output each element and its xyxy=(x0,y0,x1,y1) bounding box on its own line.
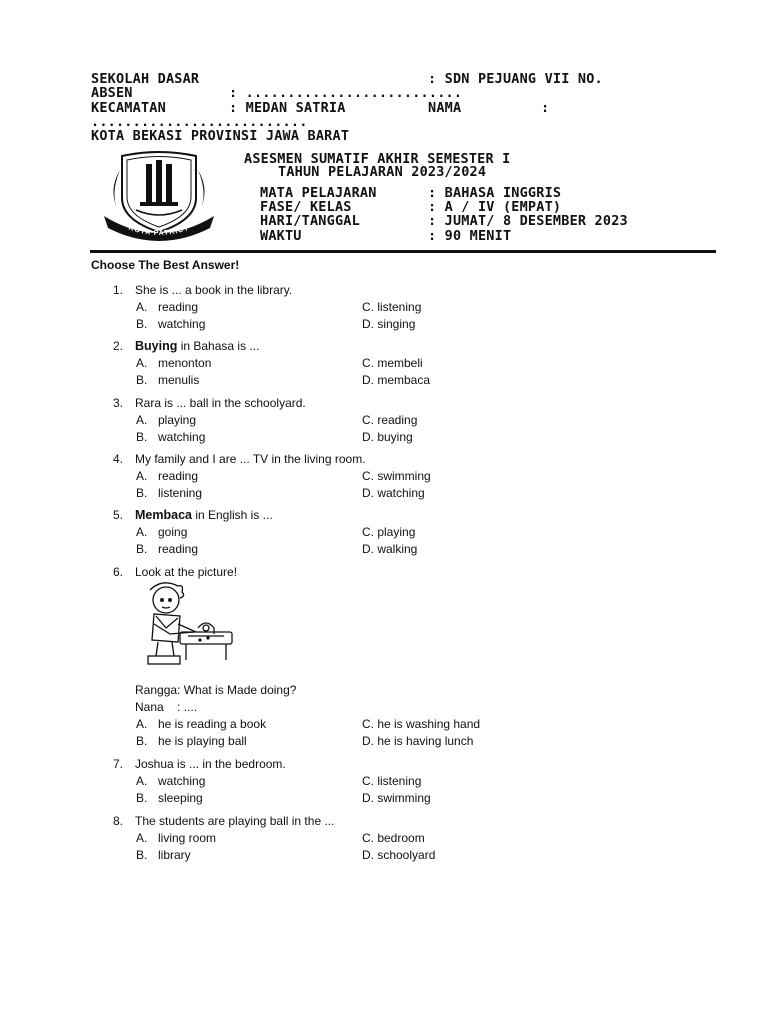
option-b: listening xyxy=(158,486,203,500)
option-a: he is reading a book xyxy=(158,717,267,731)
option-letter-a: A. xyxy=(136,717,148,731)
dialog-line: Nana : .... xyxy=(135,700,198,714)
question-number: 7. xyxy=(113,757,124,771)
option-c: C. swimming xyxy=(362,469,431,483)
nama-dots: .......................... xyxy=(91,114,308,130)
question-stem: The students are playing ball in the ... xyxy=(135,814,335,828)
question-stem: Look at the picture! xyxy=(135,565,238,579)
option-c: C. membeli xyxy=(362,356,423,370)
waktu-label: WAKTU xyxy=(260,228,302,244)
option-d: D. swimming xyxy=(362,791,431,805)
option-c: C. playing xyxy=(362,525,416,539)
logo-ribbon-text: KOTA PATRIOT xyxy=(127,224,191,238)
option-letter-a: A. xyxy=(136,356,148,370)
absen-label: ABSEN xyxy=(91,85,133,101)
instruction: Choose The Best Answer! xyxy=(91,258,240,272)
option-letter-a: A. xyxy=(136,469,148,483)
option-d: D. he is having lunch xyxy=(362,734,474,748)
option-d: D. walking xyxy=(362,542,418,556)
option-letter-a: A. xyxy=(136,300,148,314)
question-stem: Joshua is ... in the bedroom. xyxy=(135,757,286,771)
hari-value: : JUMAT/ 8 DESEMBER 2023 xyxy=(428,213,628,229)
option-b: reading xyxy=(158,542,199,556)
kecamatan-label: KECAMATAN xyxy=(91,100,166,116)
option-a: watching xyxy=(158,774,206,788)
option-letter-b: B. xyxy=(136,734,148,748)
option-letter-b: B. xyxy=(136,542,148,556)
mapel-label: MATA PELAJARAN xyxy=(260,185,377,201)
option-c: C. reading xyxy=(362,413,418,427)
nama-value: : xyxy=(541,100,550,116)
header-divider xyxy=(90,250,716,253)
option-d: D. buying xyxy=(362,430,413,444)
question-text xyxy=(135,339,259,353)
option-b: he is playing ball xyxy=(158,734,247,748)
option-b: library xyxy=(158,848,191,862)
kota-line: KOTA BEKASI PROVINSI JAWA BARAT xyxy=(91,128,350,144)
fase-label: FASE/ KELAS xyxy=(260,199,352,215)
option-letter-b: B. xyxy=(136,317,148,331)
question-keyword: Membaca xyxy=(135,508,192,522)
sekolah-value: : SDN PEJUANG VII NO. xyxy=(428,71,603,87)
question-number: 3. xyxy=(113,396,124,410)
exam-title: ASESMEN SUMATIF AKHIR SEMESTER I xyxy=(244,151,511,167)
question-stem: in Bahasa is ... xyxy=(177,339,260,353)
option-c: C. he is washing hand xyxy=(362,717,481,731)
question-number: 4. xyxy=(113,452,124,466)
question-number: 6. xyxy=(113,565,124,579)
question-text xyxy=(135,565,237,579)
question-stem: My family and I are ... TV in the living room. xyxy=(135,452,366,466)
mapel-value: : BAHASA INGGRIS xyxy=(428,185,562,201)
nama-label: NAMA xyxy=(428,100,462,116)
question-keyword: Buying xyxy=(135,339,178,353)
option-c: C. bedroom xyxy=(362,831,425,845)
option-b: sleeping xyxy=(158,791,203,805)
school-logo xyxy=(100,150,218,242)
option-a: playing xyxy=(158,413,197,427)
dialog-line: Rangga: What is Made doing? xyxy=(135,683,297,697)
sekolah-label: SEKOLAH DASAR xyxy=(91,71,200,87)
question-stem: She is ... a book in the library. xyxy=(135,283,293,297)
option-letter-b: B. xyxy=(136,430,148,444)
question-number: 2. xyxy=(113,339,124,353)
option-letter-a: A. xyxy=(136,831,148,845)
option-a: menonton xyxy=(158,356,212,370)
boy-washing-hands-image xyxy=(140,580,240,672)
option-a: living room xyxy=(158,831,217,845)
option-b: menulis xyxy=(158,373,200,387)
option-letter-b: B. xyxy=(136,486,148,500)
question-text xyxy=(135,814,334,828)
option-a: reading xyxy=(158,300,199,314)
question-text xyxy=(135,757,286,771)
question-number: 8. xyxy=(113,814,124,828)
hari-label: HARI/TANGGAL xyxy=(260,213,360,229)
exam-year: TAHUN PELAJARAN 2023/2024 xyxy=(278,164,487,180)
option-letter-a: A. xyxy=(136,774,148,788)
option-letter-b: B. xyxy=(136,848,148,862)
option-a: reading xyxy=(158,469,199,483)
option-letter-b: B. xyxy=(136,373,148,387)
question-text xyxy=(135,283,292,297)
question-stem: Rara is ... ball in the schoolyard. xyxy=(135,396,306,410)
question-number: 5. xyxy=(113,508,124,522)
question-number: 1. xyxy=(113,283,124,297)
question-text xyxy=(135,396,306,410)
question-stem: in English is ... xyxy=(191,508,273,522)
absen-value: : .......................... xyxy=(229,85,463,101)
option-letter-a: A. xyxy=(136,525,148,539)
option-b: watching xyxy=(158,317,206,331)
question-text xyxy=(135,452,366,466)
option-letter-b: B. xyxy=(136,791,148,805)
option-d: D. membaca xyxy=(362,373,431,387)
waktu-value: : 90 MENIT xyxy=(428,228,512,244)
option-a: going xyxy=(158,525,188,539)
kecamatan-value: : MEDAN SATRIA xyxy=(229,100,346,116)
option-c: C. listening xyxy=(362,300,422,314)
question-text xyxy=(135,508,273,522)
fase-value: : A / IV (EMPAT) xyxy=(428,199,562,215)
option-d: D. schoolyard xyxy=(362,848,436,862)
option-d: D. watching xyxy=(362,486,425,500)
option-c: C. listening xyxy=(362,774,422,788)
option-letter-a: A. xyxy=(136,413,148,427)
option-b: watching xyxy=(158,430,206,444)
option-d: D. singing xyxy=(362,317,416,331)
